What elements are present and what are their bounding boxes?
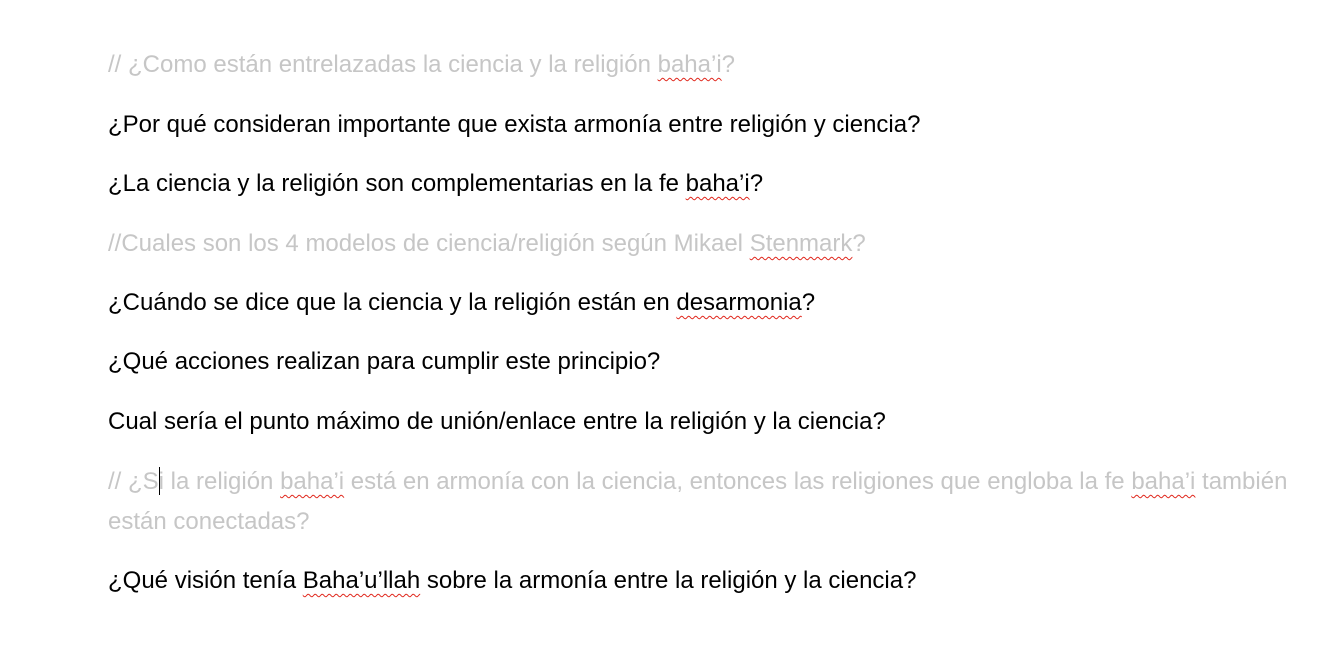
text-run: está en armonía con la ciencia, entonces las religiones que engloba la fe xyxy=(344,468,1132,495)
text-run: i la religión xyxy=(158,468,281,495)
paragraph-comment-1[interactable] xyxy=(108,45,1288,85)
misspelled-word[interactable]: baha’i xyxy=(280,468,345,495)
text-run: sobre la armonía entre la religión y la ciencia? xyxy=(420,567,917,594)
text-run: ¿La ciencia y la religión son complementarias en la fe xyxy=(108,170,686,197)
text-run: ? xyxy=(749,170,764,197)
text-run: ¿Por qué consideran importante que exista armonía entre religión y ciencia? xyxy=(108,111,921,138)
misspelled-word[interactable]: Baha’u’llah xyxy=(302,567,421,594)
misspelled-word[interactable]: desarmonia xyxy=(676,289,802,316)
misspelled-word[interactable]: baha’i xyxy=(657,51,722,78)
paragraph-question-5[interactable] xyxy=(108,402,1288,442)
text-run: ¿Cuándo se dice que la ciencia y la religión están en xyxy=(108,289,677,316)
paragraph-question-1[interactable] xyxy=(108,105,1288,145)
text-run: Cual sería el punto máximo de unión/enlace entre la religión y la ciencia? xyxy=(108,408,886,435)
text-run: ¿Qué acciones realizan para cumplir este principio? xyxy=(108,348,661,375)
misspelled-word[interactable]: Stenmark xyxy=(749,230,853,257)
paragraph-question-2[interactable] xyxy=(108,164,1288,204)
paragraph-question-4[interactable] xyxy=(108,342,1288,382)
misspelled-word[interactable]: baha’i xyxy=(1131,468,1196,495)
text-run: //Cuales son los 4 modelos de ciencia/religión según Mikael xyxy=(108,230,750,257)
text-run: ¿Qué visión tenía xyxy=(108,567,303,594)
paragraph-comment-2[interactable] xyxy=(108,224,1288,264)
text-run: ? xyxy=(721,51,736,78)
paragraph-comment-3[interactable] xyxy=(108,462,1288,542)
paragraph-question-6[interactable] xyxy=(108,561,1288,601)
misspelled-word[interactable]: baha’i xyxy=(685,170,750,197)
text-run: // ¿Como están entrelazadas la ciencia y la religión xyxy=(108,51,658,78)
text-run: // ¿S xyxy=(108,468,159,495)
text-run: ? xyxy=(852,230,866,257)
text-run: ? xyxy=(801,289,816,316)
paragraph-question-3[interactable] xyxy=(108,283,1288,323)
text-run: también están conectadas? xyxy=(108,468,1288,535)
